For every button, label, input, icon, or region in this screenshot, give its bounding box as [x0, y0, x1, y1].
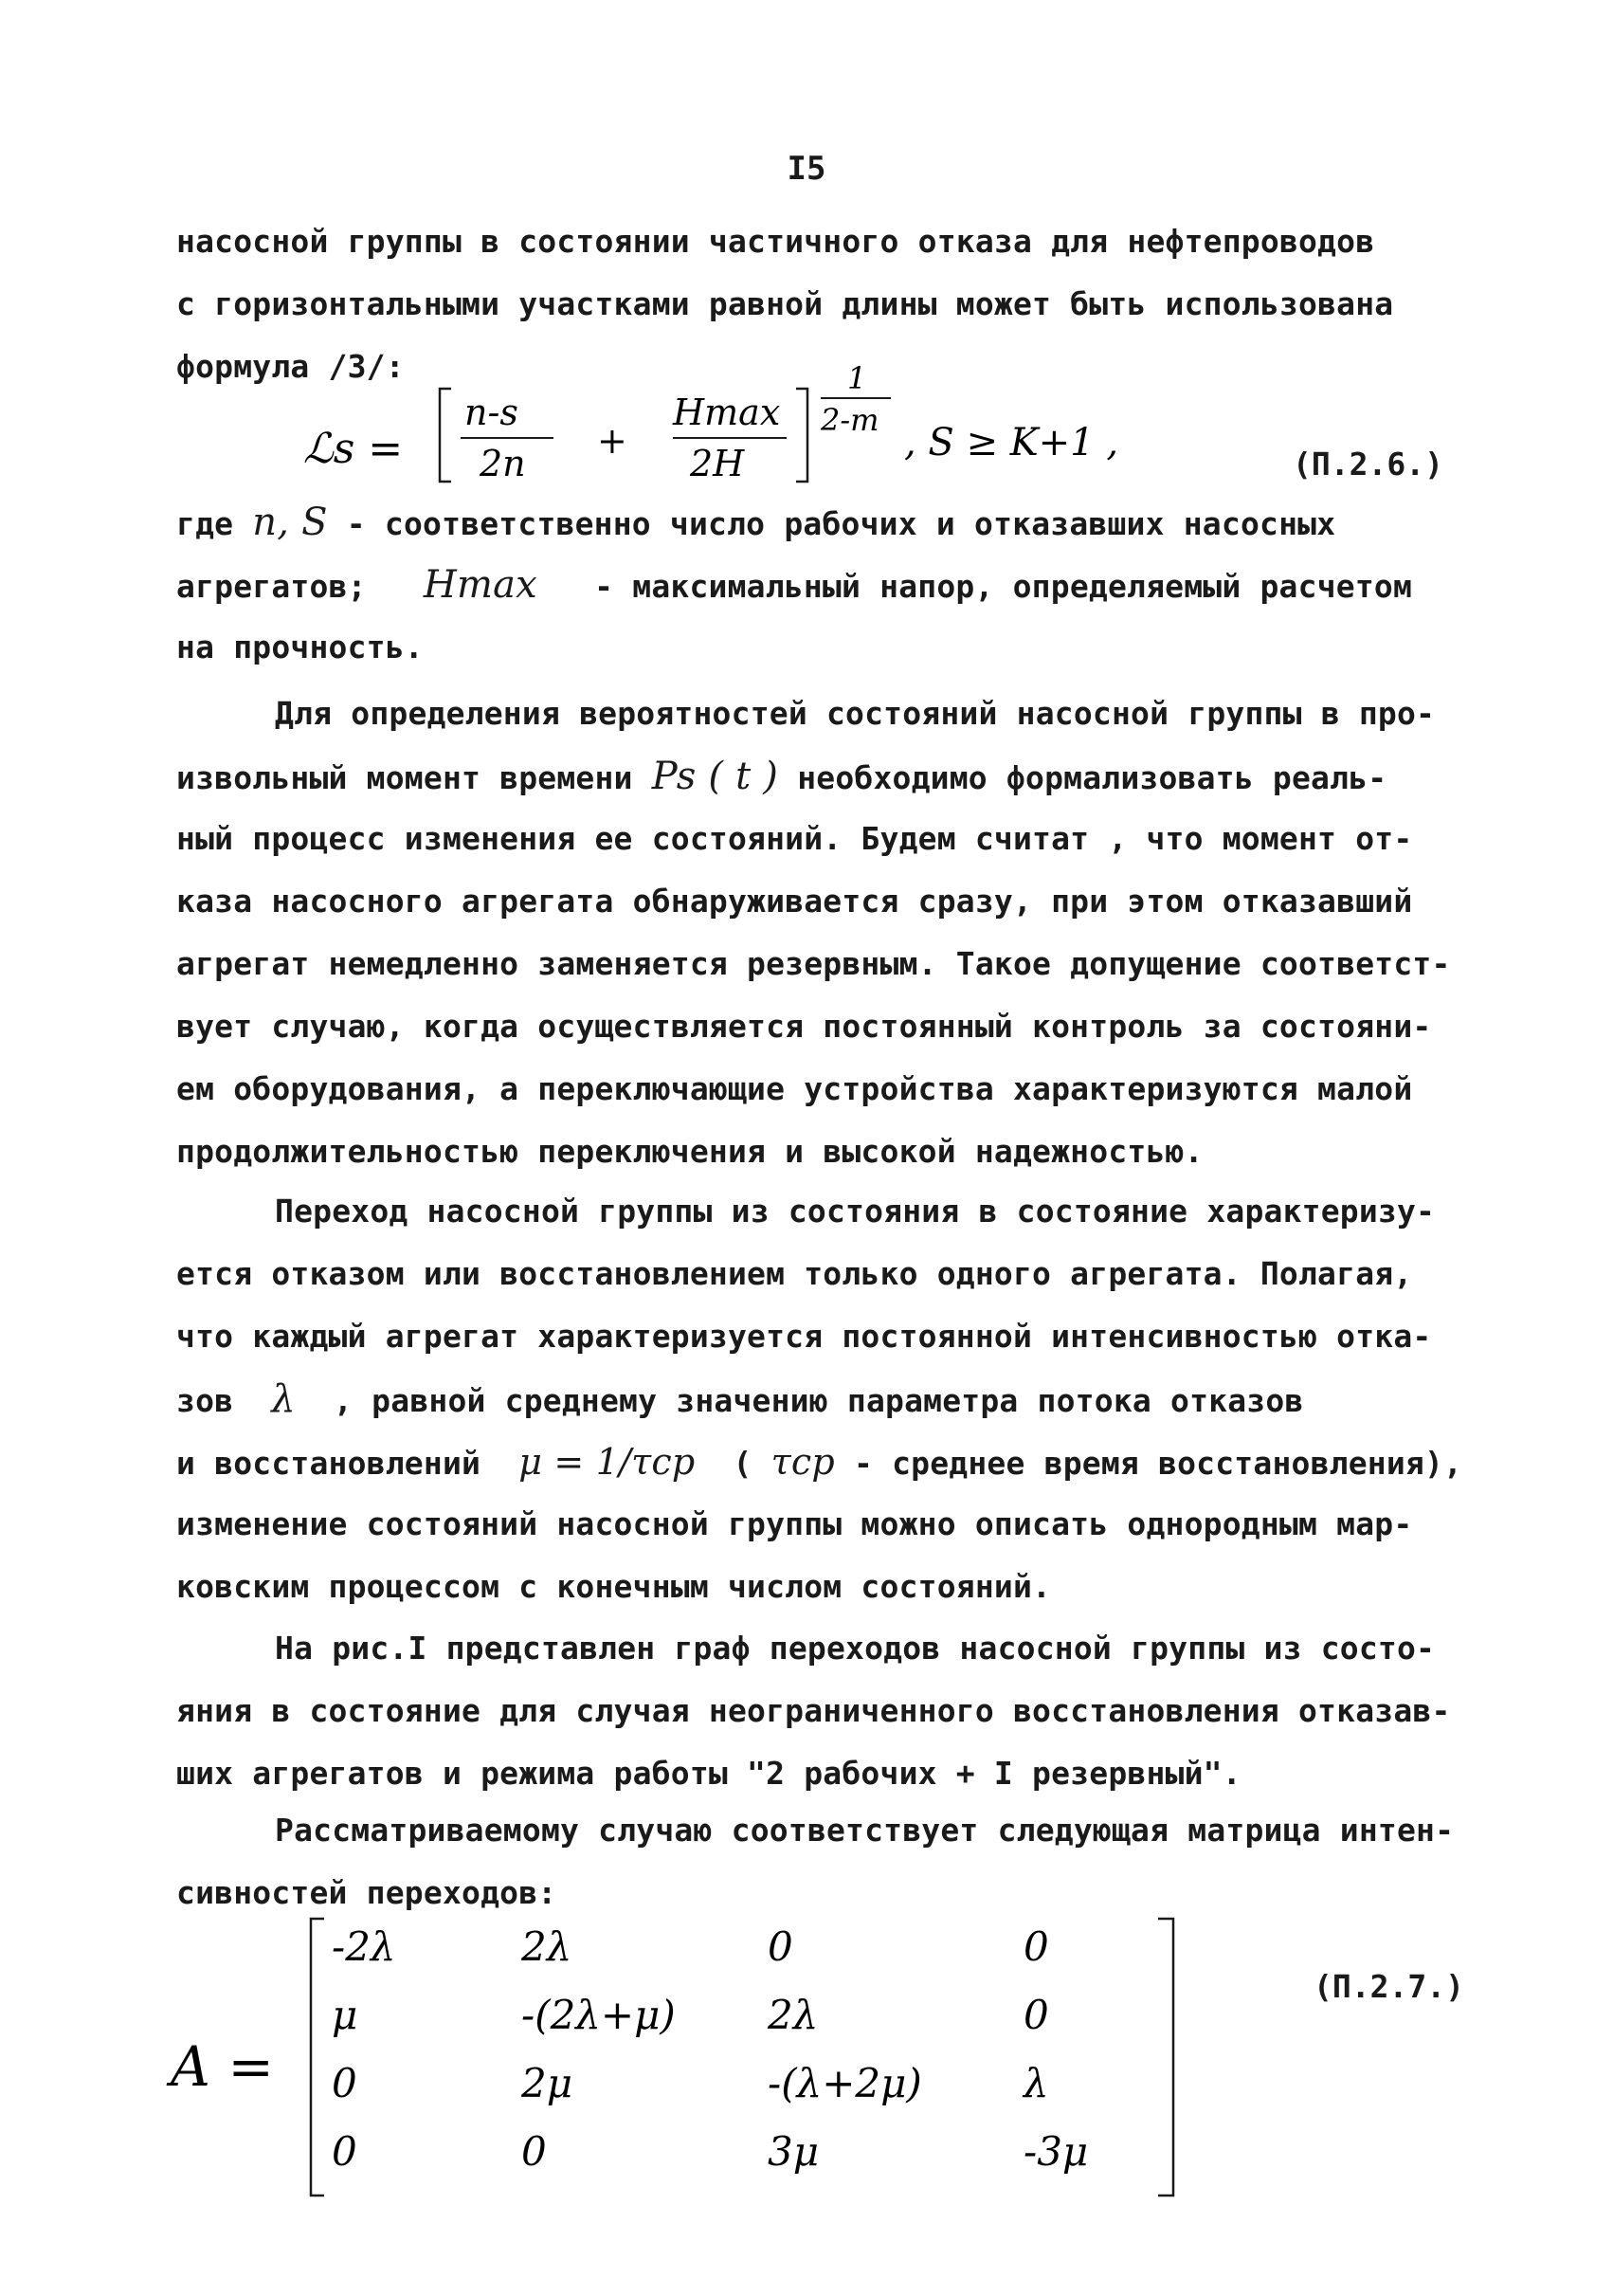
- text-line: ковским процессом с конечным числом состояний.: [176, 1568, 1052, 1605]
- text-line: ется отказом или восстановлением только одного агрегата. Полагая,: [176, 1255, 1413, 1292]
- page-number: I5: [787, 150, 826, 188]
- symbol-n-s: n, S: [252, 501, 328, 544]
- matrix-cell: 2λ: [768, 1992, 819, 2038]
- text-line: и восстановлений μ = 1/τср ( τср - среднее время восстановления),: [176, 1441, 1463, 1483]
- symbol-ps-t: Ps ( t ): [651, 755, 779, 798]
- text-line: на прочность.: [176, 629, 424, 665]
- text-line: с горизонтальными участками равной длины может быть использована: [176, 285, 1394, 322]
- text-line: где n, S - соответственно число рабочих и отказавших насосных: [176, 501, 1336, 544]
- symbol-tau: τср: [770, 1441, 835, 1483]
- definitions: [176, 491, 1437, 679]
- paragraph-graph-reference: [176, 1617, 1451, 1805]
- text-line: насосной группы в состоянии частичного отказа для нефтепроводов: [176, 223, 1375, 260]
- matrix-cell: μ: [332, 1992, 358, 2038]
- text-line: Рассматриваемому случаю соответствует следующая матрица интен-: [275, 1812, 1455, 1849]
- plus-sign: +: [597, 420, 627, 462]
- frac2-numerator: Hmax: [673, 392, 781, 433]
- equation-label-p26: (П.2.6.): [1293, 446, 1443, 483]
- matrix-lhs: A =: [171, 2034, 274, 2099]
- text-line: Для определения вероятностей состояний насосной группы в про-: [275, 695, 1436, 732]
- text-line: изменение состояний насосной группы можно описать однородным мар-: [176, 1505, 1413, 1542]
- matrix-cell: 0: [1024, 1923, 1049, 1970]
- formula-condition: , S ≥ K+1 ,: [904, 421, 1119, 465]
- formula-p26: [284, 360, 1213, 502]
- matrix-p27: [161, 1905, 1204, 2209]
- matrix-cell: 2μ: [521, 2060, 573, 2106]
- text-line: зов λ , равной среднему значению параметра потока отказов: [176, 1377, 1304, 1421]
- paragraph-probabilities: [176, 683, 1451, 1183]
- text-line: ших агрегатов и режима работы "2 рабочих + I резервный".: [176, 1755, 1241, 1792]
- frac1-denominator: 2n: [480, 443, 526, 484]
- matrix-cell: 2λ: [521, 1923, 572, 1970]
- matrix-cell: -2λ: [332, 1923, 396, 1970]
- frac2-denominator: 2H: [690, 443, 745, 484]
- left-bracket: [440, 389, 451, 482]
- matrix-right-bracket: [1158, 1919, 1173, 2196]
- matrix-cell: 0: [521, 2128, 547, 2175]
- exponent-numerator: 1: [847, 360, 867, 396]
- symbol-mu-formula: μ = 1/τср: [518, 1441, 696, 1483]
- text-line: яния в состояние для случая неограниченного восстановления отказав-: [176, 1692, 1451, 1729]
- text-line: На рис.I представлен граф переходов насосной группы из состо-: [275, 1630, 1436, 1667]
- text-line: каза насосного агрегата обнаруживается сразу, при этом отказавший: [176, 883, 1413, 920]
- text-line: что каждый агрегат характеризуется постоянной интенсивностью отка-: [176, 1318, 1432, 1355]
- matrix-cell: 0: [1024, 1992, 1049, 2038]
- text-line: ем оборудования, а переключающие устройства характеризуются малой: [176, 1070, 1413, 1107]
- matrix-cell: 0: [768, 1923, 793, 1970]
- text-line: ный процесс изменения ее состояний. Будем считат , что момент от-: [176, 820, 1413, 857]
- text-line: извольный момент времени Ps ( t ) необходимо формализовать реаль-: [176, 755, 1387, 798]
- matrix-cell: 3μ: [768, 2128, 820, 2175]
- text-line: вует случаю, когда осуществляется постоянный контроль за состояни-: [176, 1008, 1432, 1045]
- matrix-cell: -(λ+2μ): [768, 2060, 922, 2106]
- right-bracket: [796, 389, 807, 482]
- text-line: формула /3/:: [176, 348, 405, 385]
- equation-label-p27: (П.2.7.): [1314, 1968, 1464, 2005]
- text-line: сивностей переходов:: [176, 1874, 557, 1911]
- matrix-cell: -3μ: [1024, 2128, 1089, 2175]
- matrix-cell: λ: [1024, 2060, 1049, 2106]
- matrix-left-bracket: [311, 1919, 324, 2196]
- symbol-lambda: λ: [271, 1377, 296, 1421]
- text-line: Переход насосной группы из состояния в состояние характеризу-: [275, 1193, 1436, 1230]
- matrix-cell: -(2λ+μ): [521, 1992, 676, 2038]
- text-line: продолжительностью переключения и высокой надежностью.: [176, 1133, 1204, 1170]
- exponent-denominator: 2-m: [821, 402, 879, 438]
- matrix-cell: 0: [332, 2060, 357, 2106]
- formula-lhs: ℒs =: [303, 425, 404, 473]
- paragraph-transitions: [176, 1180, 1463, 1618]
- text-line: агрегат немедленно заменяется резервным. Такое допущение соответст-: [176, 945, 1451, 982]
- text-line: агрегатов; Hmax - максимальный напор, определяемый расчетом: [176, 563, 1413, 607]
- matrix-cell: 0: [332, 2128, 357, 2175]
- matrix-cells: [332, 1923, 1088, 2175]
- symbol-hmax: Hmax: [423, 563, 537, 607]
- frac1-numerator: n-s: [464, 392, 518, 433]
